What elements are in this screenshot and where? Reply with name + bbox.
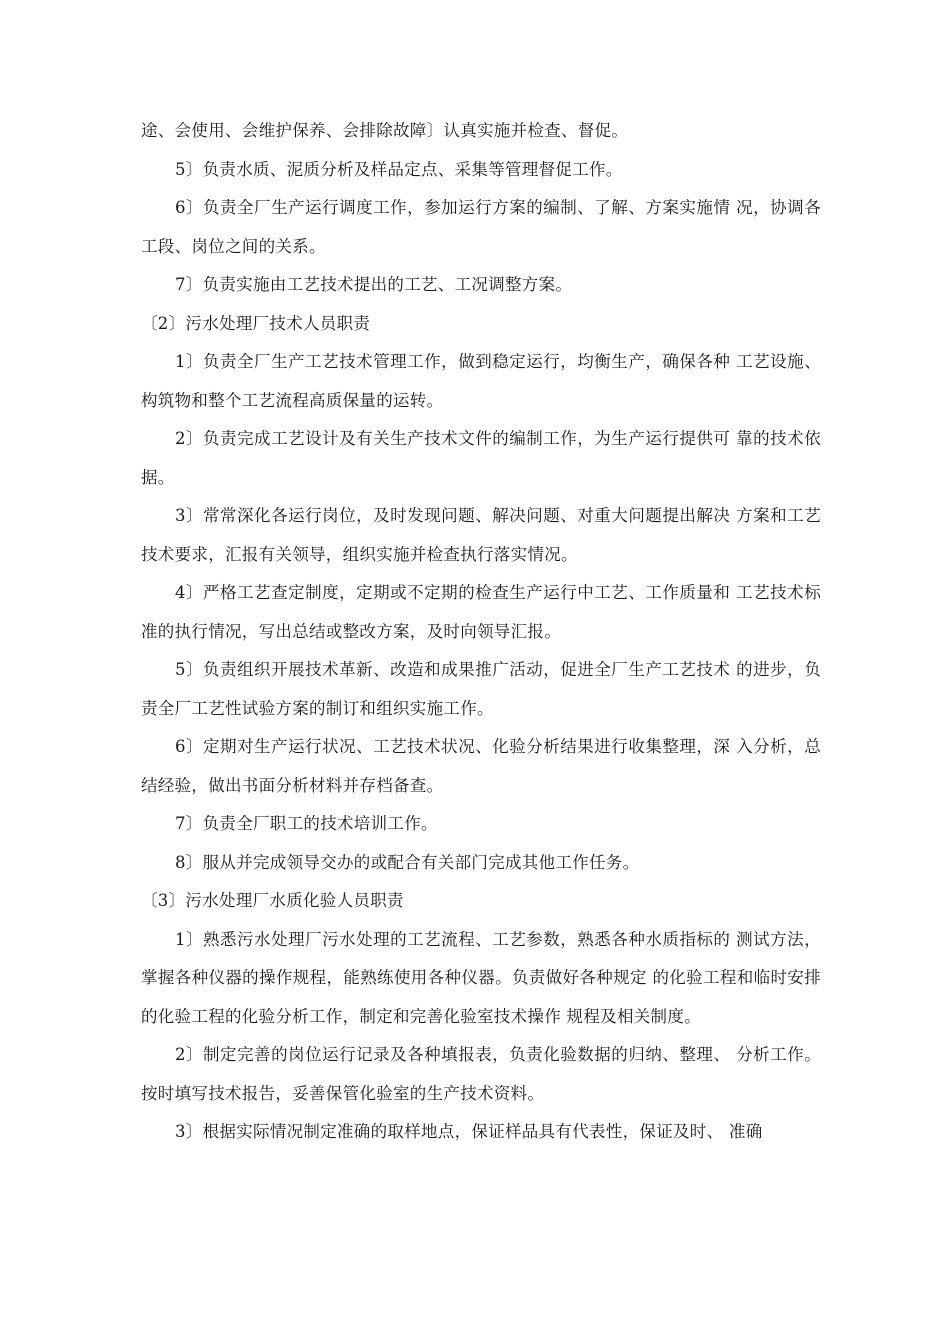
paragraph-tech-item-8: 8〕服从并完成领导交办的或配合有关部门完成其他工作任务。: [175, 852, 640, 872]
paragraph-tech-item-2: 2〕负责完成工艺设计及有关生产技术文件的编制工作，为生产运行提供可 靠的技术依据。: [141, 429, 821, 487]
paragraph-tech-item-5: 5〕负责组织开展技术革新、改造和成果推广活动，促进全厂生产工艺技术 的进步，负责全厂工艺性试验方案的制订和组织实施工作。: [141, 660, 821, 718]
paragraph-tech-item-1: 1〕负责全厂生产工艺技术管理工作，做到稳定运行，均衡生产，确保各种 工艺设施、构筑物和整个工艺流程高质保量的运转。: [141, 352, 821, 410]
paragraph-lab-item-2: 2〕制定完善的岗位运行记录及各种填报表，负责化验数据的归纳、整理、 分析工作。按时填写技术报告，妥善保管化验室的生产技术资料。: [141, 1045, 821, 1103]
paragraph-lab-item-1: 1〕熟悉污水处理厂污水处理的工艺流程、工艺参数，熟悉各种水质指标的 测试方法，掌握各种仪器的操作规程，能熟练使用各种仪器。负责做好各种规定 的化验工程和临时安排的化验工程的化验分析工作，制定和完善化验室技术操作 规程及相关制度。: [141, 929, 821, 1026]
document-body: [141, 112, 821, 1152]
paragraph-lab-item-3: 3〕根据实际情况制定准确的取样地点，保证样品具有代表性，保证及时、 准确: [175, 1122, 763, 1141]
paragraph-item-7: 7〕负责实施由工艺技术提出的工艺、工况调整方案。: [175, 275, 573, 294]
paragraph-item-5: 5〕负责水质、泥质分析及样品定点、采集等管理督促工作。: [175, 159, 623, 179]
paragraph-tech-item-6: 6〕定期对生产运行状况、工艺技术状况、化验分析结果进行收集整理，深 入分析，总结经验，做出书面分析材料并存档备查。: [141, 737, 821, 795]
paragraph-tech-item-7: 7〕负责全厂职工的技术培训工作。: [175, 814, 438, 833]
paragraph-tech-item-3: 3〕常常深化各运行岗位，及时发现问题、解决问题、对重大问题提出解决 方案和工艺技术要求，汇报有关领导，组织实施并检查执行落实情况。: [141, 506, 821, 564]
section-heading-technical-staff: 〔2〕污水处理厂技术人员职责: [141, 313, 371, 333]
paragraph-continuation: 途、会使用、会维护保养、会排除故障〕认真实施并检查、督促。: [141, 121, 629, 140]
section-heading-lab-staff: 〔3〕污水处理厂水质化验人员职责: [141, 891, 404, 910]
paragraph-tech-item-4: 4〕严格工艺查定制度，定期或不定期的检查生产运行中工艺、工作质量和 工艺技术标准的执行情况，写出总结或整改方案，及时向领导汇报。: [141, 583, 821, 641]
paragraph-item-6: 6〕负责全厂生产运行调度工作，参加运行方案的编制、了解、方案实施情 况，协调各工段、岗位之间的关系。: [141, 198, 821, 256]
